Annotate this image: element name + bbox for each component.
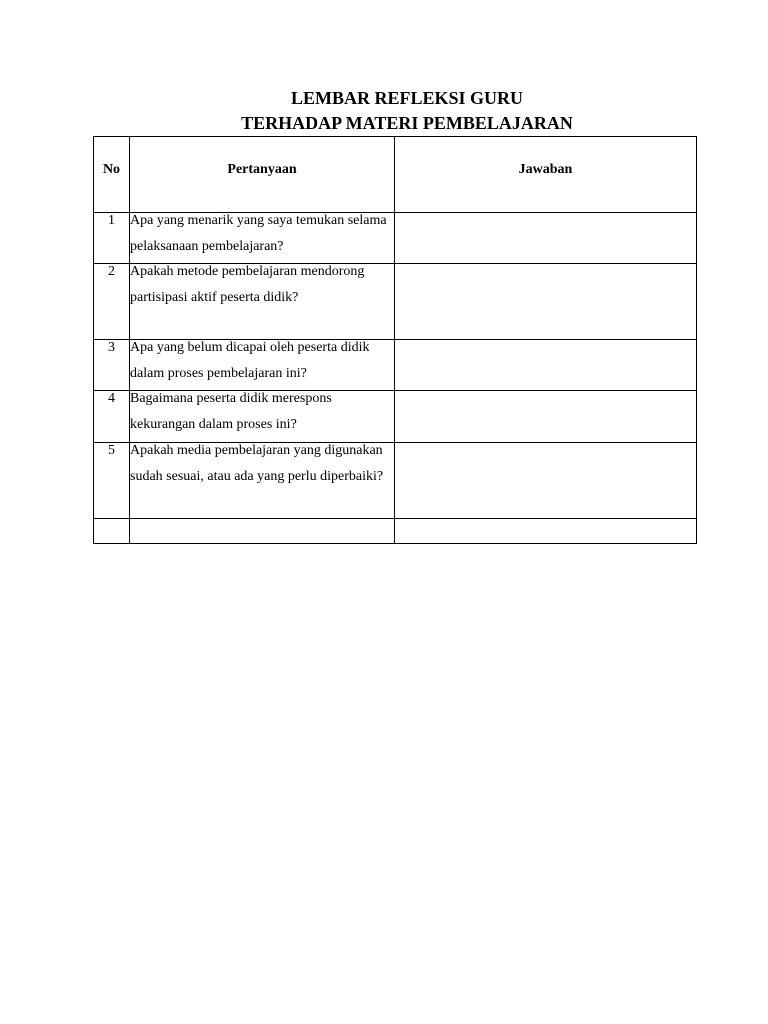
row-question — [130, 340, 395, 391]
row-answer-cell[interactable] — [395, 391, 697, 443]
question-text: Apa yang belum dicapai oleh peserta didik dalam proses pembelajaran ini? — [130, 340, 370, 381]
row-question — [130, 264, 395, 340]
row-answer-cell[interactable] — [395, 340, 697, 391]
row-answer-cell[interactable] — [395, 443, 697, 519]
row-question — [130, 443, 395, 519]
question-text: Apakah media pembelajaran yang digunakan sudah sesuai, atau ada yang perlu diperbaiki? — [130, 443, 384, 484]
header-no — [94, 137, 130, 213]
question-text: Apakah metode pembelajaran mendorong partisipasi aktif peserta didik? — [130, 264, 365, 305]
header-question-label: Pertanyaan — [227, 162, 297, 177]
reflection-table — [93, 136, 697, 544]
header-no-label: No — [102, 162, 121, 177]
document-title: LEMBAR REFLEKSI GURU — [290, 88, 524, 108]
header-question — [130, 137, 395, 213]
header-answer — [395, 137, 697, 213]
row-answer-cell[interactable] — [395, 519, 697, 544]
row-number: 5 — [94, 443, 130, 519]
table-row — [94, 264, 697, 340]
row-number: 1 — [94, 213, 130, 264]
table-row — [94, 213, 697, 264]
table-row-empty — [94, 519, 697, 544]
question-text: Apa yang menarik yang saya temukan selama pelaksanaan pembelajaran? — [130, 213, 387, 254]
row-question — [130, 391, 395, 443]
row-answer-cell[interactable] — [395, 264, 697, 340]
row-number: 4 — [94, 391, 130, 443]
table-row — [94, 443, 697, 519]
document-subtitle: TERHADAP MATERI PEMBELAJARAN — [241, 113, 573, 133]
header-answer-label: Jawaban — [518, 162, 573, 177]
table-row — [94, 391, 697, 443]
row-answer-cell[interactable] — [395, 213, 697, 264]
row-question[interactable] — [130, 519, 395, 544]
question-text: Bagaimana peserta didik merespons kekurangan dalam proses ini? — [130, 391, 332, 432]
row-number: 2 — [94, 264, 130, 340]
table-row — [94, 340, 697, 391]
row-number: 3 — [94, 340, 130, 391]
row-question — [130, 213, 395, 264]
table-header-row — [94, 137, 697, 213]
row-number — [94, 519, 130, 544]
